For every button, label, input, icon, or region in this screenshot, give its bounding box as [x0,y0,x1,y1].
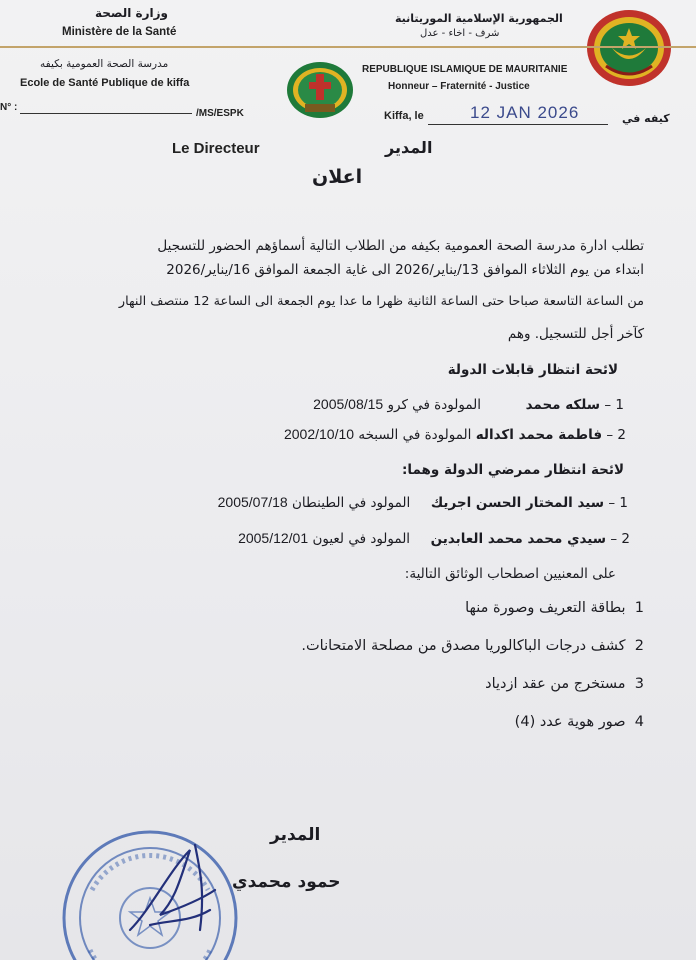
announcement-title: اعلان [312,166,363,188]
required-documents-title: على المعنيين اصطحاب الوثائق التالية: [404,566,616,582]
school-emblem-icon [285,60,355,120]
ministry-name-fr: Ministère de la Santé [62,26,177,38]
entry-number: 1 – [608,495,628,511]
signer-name: حمود محمدي [232,872,341,892]
list-item [313,396,624,413]
ministry-name-ar: وزارة الصحة [95,6,169,20]
entry-name: سيدي محمد محمد العابدين [430,531,607,547]
entry-name: فاطمة محمد اكداله [475,427,603,443]
entry-birthplace: المولود في لعيون [312,531,411,547]
document-number: 1 [634,600,644,616]
motto-fr: Honneur – Fraternité - Justice [388,81,530,92]
list-item [238,530,630,547]
document-number: 4 [634,714,644,730]
body-line-1: تطلب ادارة مدرسة الصحة العمومية بكيفه من الطلاب التالية أسماؤهم الحضور للتسجيل [157,238,644,254]
entry-birthdate: 2002/10/10 [283,426,355,442]
school-name-fr: Ecole de Santé Publique de kiffa [20,77,190,89]
document-item [301,638,644,654]
signer-title: المدير [270,825,321,845]
entry-number: 2 – [606,427,626,443]
republic-name-fr: REPUBLIQUE ISLAMIQUE DE MAURITANIE [362,64,568,75]
republic-name-ar: الجمهورية الإسلامية الموريتانية [395,12,563,25]
entry-birthplace: المولود في الطينطان [292,495,411,511]
entry-name: سلكه محمد [525,397,601,413]
entry-name: سيد المختار الحسن اجريك [430,495,605,511]
date-line [428,124,608,125]
director-title-ar: المدير [385,138,433,157]
document-text: مستخرج من عقد ازدياد [485,676,626,692]
director-title-fr: Le Directeur [172,140,260,157]
document-text: بطاقة التعريف وصورة منها [465,600,626,616]
document-text: صور هوية عدد (4) [514,714,626,730]
entry-birthplace: المولودة في كرو [387,397,481,413]
entry-birthplace: المولودة في السبخه [358,427,472,443]
list-item [218,494,628,511]
reference-code: /MS/ESPK [196,108,244,119]
entry-birthdate: 2005/08/15 [313,396,384,412]
document-item [485,676,644,692]
document-number: 2 [634,638,644,654]
national-emblem-icon [584,8,674,88]
motto-ar: شرف - اخاء - عدل [420,28,500,39]
document-item [515,714,644,730]
nurses-waitlist-title: لائحة انتظار ممرضي الدولة وهما: [402,462,624,478]
document-number: 3 [634,676,644,692]
reference-line [20,113,192,114]
document-item [465,600,644,616]
document-text: كشف درجات الباكالوريا مصدق من مصلحة الامتحانات. [301,638,626,654]
school-name-ar: مدرسة الصحة العمومية بكيفه [40,58,169,70]
body-line-2: ابتداء من يوم الثلاثاء الموافق 13/يناير/2026 الى غاية الجمعة الموافق 16/يناير/2026 [166,262,644,278]
header-rule [0,46,696,48]
date-label-ar: كيفه في [622,112,670,125]
body-line-3: من الساعة التاسعة صباحا حتى الساعة الثانية ظهرا ما عدا يوم الجمعة الى الساعة 12 منتصف النهار [118,294,644,309]
body-line-4: كآخر أجل للتسجيل. وهم [507,326,644,342]
date-stamp: 12 JAN 2026 [470,103,580,122]
reference-label: N° : [0,102,18,113]
midwives-waitlist-title: لائحة انتظار قابلات الدولة [447,362,618,378]
entry-birthdate: 2005/07/18 [217,494,288,510]
list-item [284,426,626,443]
date-label-fr: Kiffa, le [384,110,424,122]
entry-number: 2 – [610,531,630,547]
signature-icon [120,830,230,950]
entry-number: 1 – [604,397,624,413]
entry-birthdate: 2005/12/01 [238,530,309,546]
